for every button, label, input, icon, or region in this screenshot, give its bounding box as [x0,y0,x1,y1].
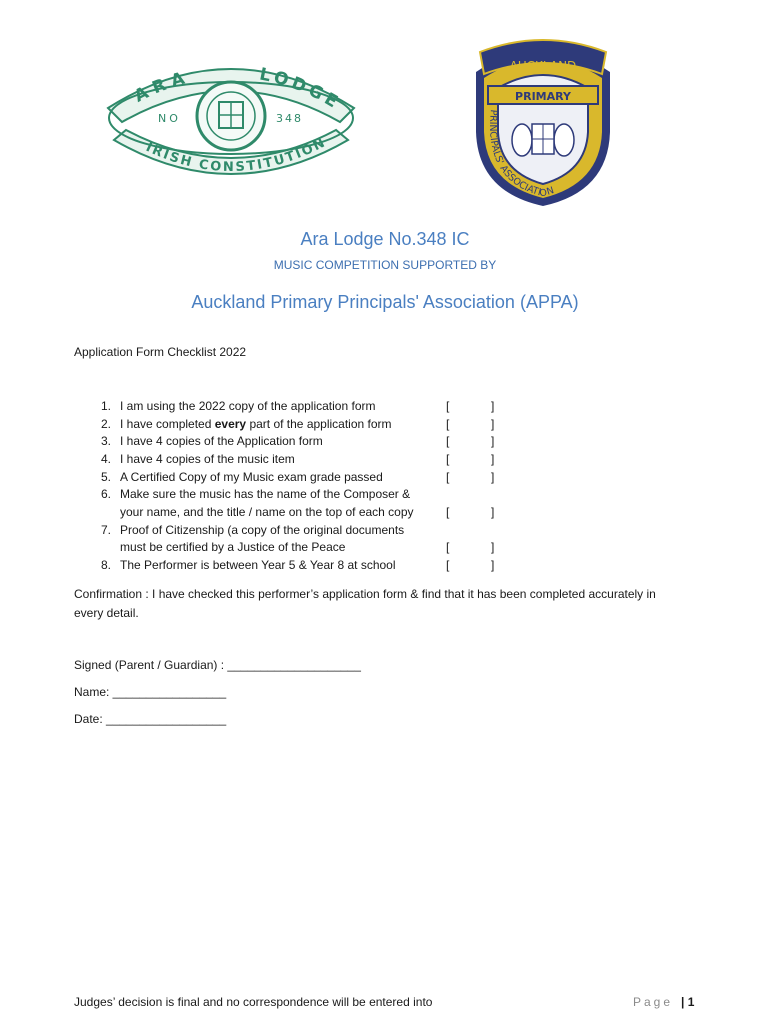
appa-logo [470,32,616,210]
checkbox-close[interactable]: ] [491,470,495,484]
checkbox-close[interactable]: ] [491,558,495,572]
date-field[interactable]: Date: __________________ [74,712,227,726]
signed-field[interactable]: Signed (Parent / Guardian) : ____________________ [74,658,361,672]
logo-no-label: NO [158,112,181,125]
name-field[interactable]: Name: _________________ [74,685,227,699]
logo-primary-text: PRIMARY [515,90,571,103]
page-subtitle: MUSIC COMPETITION SUPPORTED BY [273,258,497,272]
page-number: | 1 [681,995,695,1009]
emphasis-every: every [214,417,247,431]
checkbox-open[interactable]: [ [446,434,450,448]
checkbox-open[interactable]: [ [446,540,450,554]
checkbox-close[interactable]: ] [491,540,495,554]
ara-lodge-logo [100,50,362,182]
checkbox-close[interactable]: ] [491,434,495,448]
checkbox-open[interactable]: [ [446,470,450,484]
logo-lodge-text: LODGE [257,64,345,115]
form-title: Application Form Checklist 2022 [74,345,247,359]
checkbox-open[interactable]: [ [446,505,450,519]
checkbox-close[interactable]: ] [491,399,495,413]
checkbox-open[interactable]: [ [446,417,450,431]
page-title: Ara Lodge No.348 IC [300,229,470,249]
logo-irish-text: IRISH CONSTITUTION [143,134,330,176]
page-label: Page [633,995,674,1009]
checkbox-open[interactable]: [ [446,558,450,572]
logo-ara-text: ARA [131,66,193,107]
checkbox-open[interactable]: [ [446,452,450,466]
checkbox-open[interactable]: [ [446,399,450,413]
checkbox-close[interactable]: ] [491,452,495,466]
logo-no-value: 348 [276,112,303,125]
checkbox-close[interactable]: ] [491,505,495,519]
checkbox-close[interactable]: ] [491,417,495,431]
logo-auckland-text: AUCKLAND [509,59,577,73]
footer-note: Judges’ decision is final and no correspondence will be entered into [74,995,433,1009]
logo-principals-text: PRINCIPALS' ASSOCIATION [487,109,556,200]
confirmation-text: Confirmation : I have checked this performer’s application form & find that it has been completed accurately in every detail. [74,587,656,620]
organisation-title: Auckland Primary Principals' Association (APPA) [191,292,579,312]
